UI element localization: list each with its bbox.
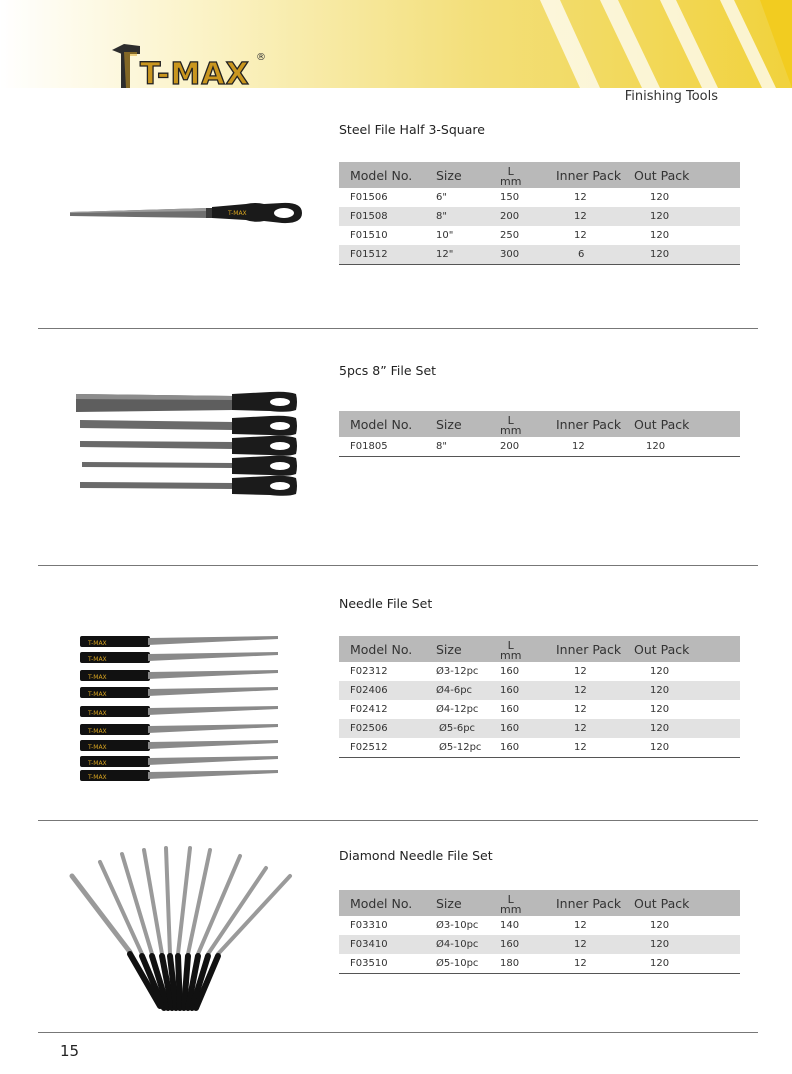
cell-out: 120 xyxy=(650,704,670,715)
table-header-row xyxy=(339,636,740,662)
table-row xyxy=(339,954,740,974)
cell-length: 200 xyxy=(500,437,556,457)
cell-model: F02512 xyxy=(339,738,436,758)
header-inner-pack: Inner Pack xyxy=(556,411,634,437)
cell-length: 160 xyxy=(500,704,520,715)
header-size: Size xyxy=(436,636,500,662)
cell-out: 120 xyxy=(634,245,740,265)
cell-inner: 12 xyxy=(556,935,634,954)
header-out-pack: Out Pack xyxy=(634,411,740,437)
cell-size: Ø3-12pc xyxy=(436,666,479,677)
cell-out: 120 xyxy=(634,681,740,700)
table-row xyxy=(339,916,740,935)
table-row xyxy=(339,700,740,719)
cell-out: 120 xyxy=(650,920,670,931)
table-header-row xyxy=(339,890,740,916)
cell-inner: 12 xyxy=(556,681,634,700)
cell-inner: 12 xyxy=(574,192,587,203)
cell-inner: 12 xyxy=(556,738,634,758)
section-title: Needle File Set xyxy=(339,596,433,611)
cell-inner: 12 xyxy=(574,230,587,241)
header-model: Model No. xyxy=(339,162,436,188)
svg-text:T-MAX: T-MAX xyxy=(88,640,107,647)
cell-size: Ø5-10pc xyxy=(436,954,500,974)
tmax-logo xyxy=(110,42,270,94)
cell-out: 120 xyxy=(634,954,740,974)
cell-size: Ø4-12pc xyxy=(436,704,479,715)
header-length: L mm xyxy=(500,411,556,437)
cell-out: 120 xyxy=(634,935,740,954)
table-row xyxy=(339,207,740,226)
cell-length: 200 xyxy=(500,207,556,226)
table-row xyxy=(339,681,740,700)
cell-inner: 12 xyxy=(556,719,634,738)
cell-inner: 12 xyxy=(556,954,634,974)
table-row xyxy=(339,719,740,738)
cell-size: 10" xyxy=(436,230,454,241)
spec-table-file-set xyxy=(339,411,740,457)
cell-size: 12" xyxy=(436,245,500,265)
section-title: Diamond Needle File Set xyxy=(339,848,493,863)
cell-length: 140 xyxy=(500,920,520,931)
spec-table-steel-file xyxy=(339,162,740,265)
table-row xyxy=(339,662,740,681)
footer-divider xyxy=(38,1032,758,1033)
cell-inner: 12 xyxy=(574,704,587,715)
cell-size: Ø5-6pc xyxy=(436,719,500,738)
cell-length: 160 xyxy=(500,719,556,738)
diamond-needle-file-set-image xyxy=(64,842,300,1014)
cell-size: 8" xyxy=(436,437,500,457)
header-out-pack: Out Pack xyxy=(634,890,740,916)
cell-inner: 12 xyxy=(574,920,587,931)
cell-length: 160 xyxy=(500,681,556,700)
cell-length: 160 xyxy=(500,666,520,677)
cell-out: 120 xyxy=(634,437,740,457)
header-inner-pack: Inner Pack xyxy=(556,890,634,916)
cell-inner: 12 xyxy=(574,666,587,677)
cell-model: F02406 xyxy=(339,681,436,700)
page-number: 15 xyxy=(60,1042,80,1060)
cell-out: 120 xyxy=(650,666,670,677)
cell-length: 300 xyxy=(500,245,556,265)
cell-out: 120 xyxy=(634,719,740,738)
logo-wordmark: T-MAX xyxy=(140,57,250,92)
cell-inner: 6 xyxy=(556,245,634,265)
cell-inner: 12 xyxy=(556,207,634,226)
header-inner-pack: Inner Pack xyxy=(556,162,634,188)
cell-length: 150 xyxy=(500,192,520,203)
cell-model: F02506 xyxy=(339,719,436,738)
section-divider xyxy=(38,328,758,329)
table-row xyxy=(339,437,740,457)
cell-size: Ø5-12pc xyxy=(436,738,500,758)
registered-mark: ® xyxy=(256,52,266,63)
header-length: L mm xyxy=(500,636,556,662)
spec-table-needle-file xyxy=(339,636,740,758)
header-size: Size xyxy=(436,162,500,188)
header-length: L mm xyxy=(500,890,556,916)
table-row xyxy=(339,738,740,758)
section-divider xyxy=(38,565,758,566)
cell-size: 8" xyxy=(436,207,500,226)
section-title: 5pcs 8” File Set xyxy=(339,363,437,378)
cell-size: 6" xyxy=(436,192,447,203)
cell-inner: 12 xyxy=(556,437,634,457)
table-row xyxy=(339,935,740,954)
table-row xyxy=(339,245,740,265)
cell-model: F01510 xyxy=(350,230,388,241)
cell-model: F02312 xyxy=(350,666,388,677)
header-out-pack: Out Pack xyxy=(634,636,740,662)
table-row xyxy=(339,188,740,207)
cell-length: 250 xyxy=(500,230,520,241)
header-model: Model No. xyxy=(339,411,436,437)
cell-model: F01805 xyxy=(339,437,436,457)
cell-model: F03510 xyxy=(339,954,436,974)
cell-size: Ø4-10pc xyxy=(436,935,500,954)
table-header-row xyxy=(339,411,740,437)
header-inner-pack: Inner Pack xyxy=(556,636,634,662)
section-title: Steel File Half 3-Square xyxy=(339,122,485,137)
cell-model: F03310 xyxy=(350,920,388,931)
file-set-5pcs-image xyxy=(74,388,304,498)
category-label: Finishing Tools xyxy=(624,89,718,104)
section-divider xyxy=(38,820,758,821)
needle-file-set-image xyxy=(78,634,288,784)
header-size: Size xyxy=(436,411,500,437)
cell-out: 120 xyxy=(634,738,740,758)
cell-model: F02412 xyxy=(350,704,388,715)
cell-model: F01512 xyxy=(339,245,436,265)
spec-table-diamond-needle-file xyxy=(339,890,740,974)
cell-size: Ø3-10pc xyxy=(436,920,479,931)
header-length: L mm xyxy=(500,162,556,188)
cell-length: 160 xyxy=(500,935,556,954)
header-model: Model No. xyxy=(339,636,436,662)
cell-length: 160 xyxy=(500,738,556,758)
cell-model: F01506 xyxy=(350,192,388,203)
table-row xyxy=(339,226,740,245)
cell-out: 120 xyxy=(650,192,670,203)
svg-text:T-MAX: T-MAX xyxy=(228,210,247,217)
cell-out: 120 xyxy=(650,230,670,241)
half-square-file-image xyxy=(68,196,308,236)
header-out-pack: Out Pack xyxy=(634,162,740,188)
cell-model: F01508 xyxy=(339,207,436,226)
header-model: Model No. xyxy=(339,890,436,916)
cell-length: 180 xyxy=(500,954,556,974)
header-size: Size xyxy=(436,890,500,916)
table-header-row xyxy=(339,162,740,188)
cell-size: Ø4-6pc xyxy=(436,681,500,700)
cell-model: F03410 xyxy=(339,935,436,954)
cell-out: 120 xyxy=(634,207,740,226)
